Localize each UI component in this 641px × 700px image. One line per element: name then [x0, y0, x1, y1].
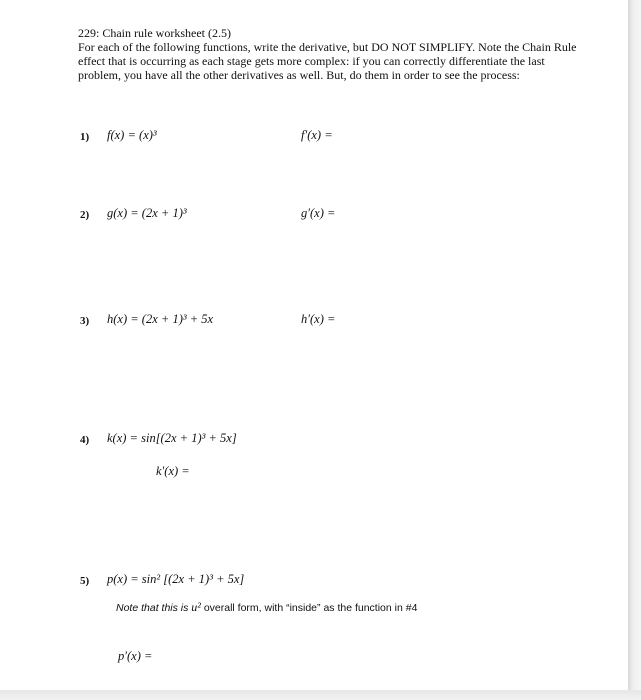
problem-1-function: f(x) = (x)³	[107, 128, 157, 142]
problem-3-function: h(x) = (2x + 1)³ + 5x	[107, 312, 214, 326]
problem-2-function: g(x) = (2x + 1)³	[107, 206, 187, 220]
problem-5-note	[116, 600, 417, 615]
note-u-squared: u²	[191, 600, 201, 614]
problem-4-derivative-label: k′(x) =	[156, 464, 190, 478]
problem-1-number: 1)	[80, 131, 90, 143]
problem-2-number: 2)	[80, 209, 90, 221]
problem-5-function: p(x) = sin² [(2x + 1)³ + 5x]	[107, 572, 245, 586]
worksheet-title: 229: Chain rule worksheet (2.5)	[78, 26, 231, 40]
worksheet-instructions: For each of the following functions, write the derivative, but DO NOT SIMPLIFY. Note the Chain Rule effect that is occurring as each stage gets more complex: if you can correctly differentiate the last problem, you have all the other derivatives as well. But, do them in order to see the process:	[78, 40, 577, 82]
problem-3-number: 3)	[80, 315, 90, 327]
page-shadow-bottom	[0, 690, 641, 700]
note-text-start: Note that this is	[116, 602, 192, 614]
problem-4-function: k(x) = sin[(2x + 1)³ + 5x]	[107, 431, 237, 445]
worksheet-header	[78, 26, 578, 82]
problem-5-number: 5)	[80, 575, 90, 587]
problem-2-derivative-label: g′(x) =	[301, 206, 336, 220]
problem-4-number: 4)	[80, 434, 90, 446]
problem-3-derivative-label: h′(x) =	[301, 312, 336, 326]
page-shadow-right	[628, 0, 641, 700]
problem-5-derivative-label: p′(x) =	[118, 649, 153, 663]
problem-1-derivative-label: f′(x) =	[301, 128, 333, 142]
note-text-end: overall form, with “inside” as the function in #4	[200, 602, 418, 614]
